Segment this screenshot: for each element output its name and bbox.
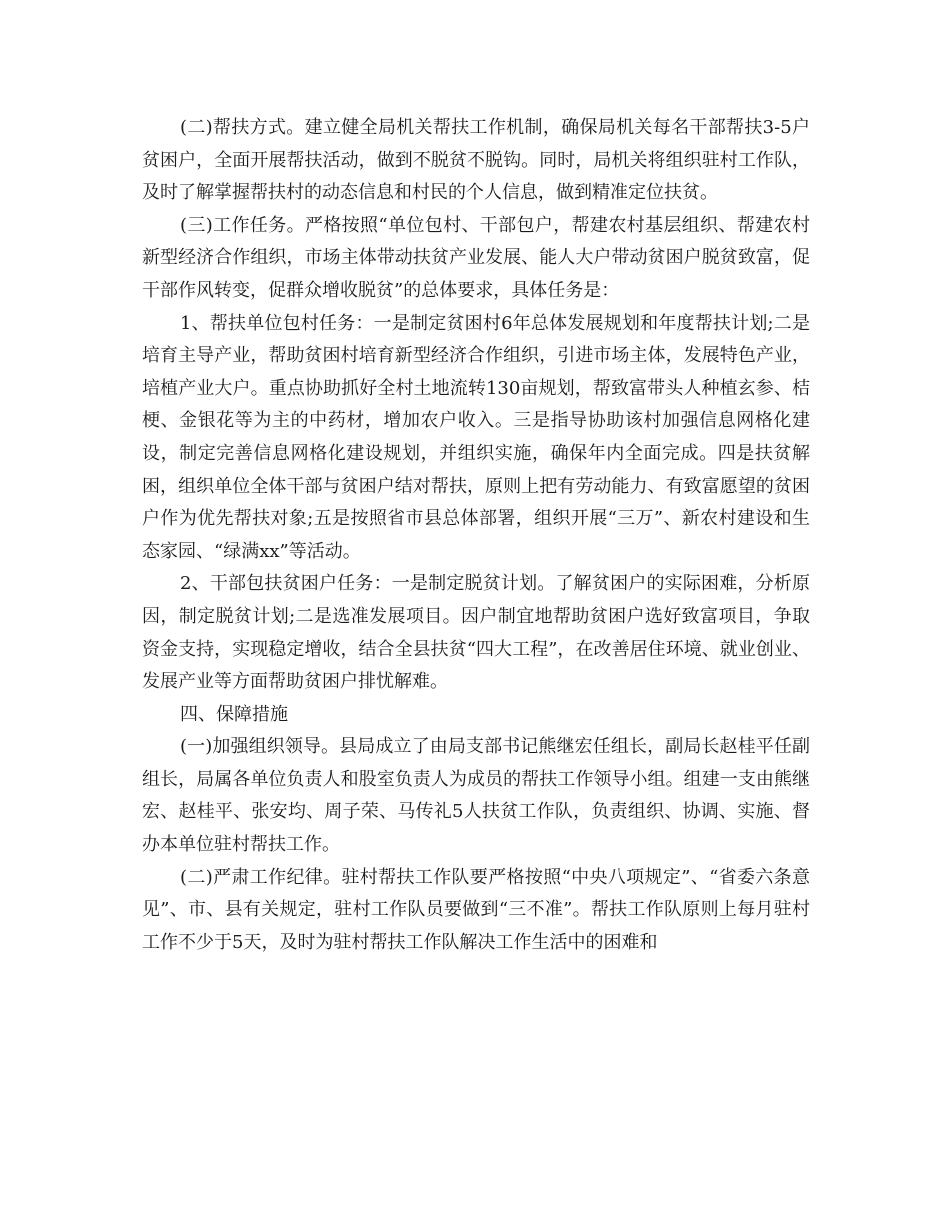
paragraph-unit-village-tasks: 1、帮扶单位包村任务：一是制定贫困村6年总体发展规划和年度帮扶计划;二是培育主导产业，帮助贫困村培育新型经济合作组织，引进市场主体，发展特色产业，培植产业大户。重点协助抓好全村土地流转130亩规划，帮致富带头人种植玄参、桔梗、金银花等为主的中药材，增加农户收入。三是指导协助该村加强信息网格化建设，制定完善信息网格化建设规划，并组织实施，确保年内全面完成。四是扶贫解困，组织单位全体干部与贫困户结对帮扶，原则上把有劳动能力、有致富愿望的贫困户作为优先帮扶对象;五是按照省市县总体部署，组织开展“三万”、新农村建设和生态家园、“绿满xx”等活动。: [142, 312, 810, 562]
document-body: [142, 112, 810, 959]
section-heading-safeguards: 四、保障措施: [180, 703, 288, 725]
paragraph-work-discipline: (二)严肃工作纪律。驻村帮扶工作队要严格按照“中央八项规定”、“省委六条意见”、市、县有关规定，驻村工作队员要做到“三不准”。帮扶工作队原则上每月驻村工作不少于5天，及时为驻村帮扶工作队解决工作生活中的困难和: [142, 866, 810, 953]
paragraph-work-tasks: (三)工作任务。严格按照“单位包村、干部包户，帮建农村基层组织、帮建农村新型经济合作组织，市场主体带动扶贫产业发展、能人大户带动贫困户脱贫致富，促干部作风转变，促群众增收脱贫”的总体要求，具体任务是：: [142, 214, 810, 301]
paragraph-organizational-leadership: (一)加强组织领导。县局成立了由局支部书记熊继宏任组长，副局长赵桂平任副组长，局属各单位负责人和股室负责人为成员的帮扶工作领导小组。组建一支由熊继宏、赵桂平、张安均、周子荣、马传礼5人扶贫工作队，负责组织、协调、实施、督办本单位驻村帮扶工作。: [142, 736, 810, 856]
paragraph-cadre-household-tasks: 2、干部包扶贫困户任务：一是制定脱贫计划。了解贫困户的实际困难，分析原因，制定脱贫计划;二是选准发展项目。因户制宜地帮助贫困户选好致富项目，争取资金支持，实现稳定增收，结合全县扶贫“四大工程”，在改善居住环境、就业创业、发展产业等方面帮助贫困户排忧解难。: [142, 573, 810, 693]
paragraph-assistance-method: (二)帮扶方式。建立健全局机关帮扶工作机制，确保局机关每名干部帮扶3-5户贫困户，全面开展帮扶活动，做到不脱贫不脱钩。同时，局机关将组织驻村工作队，及时了解掌握帮扶村的动态信息和村民的个人信息，做到精准定位扶贫。: [142, 117, 810, 204]
